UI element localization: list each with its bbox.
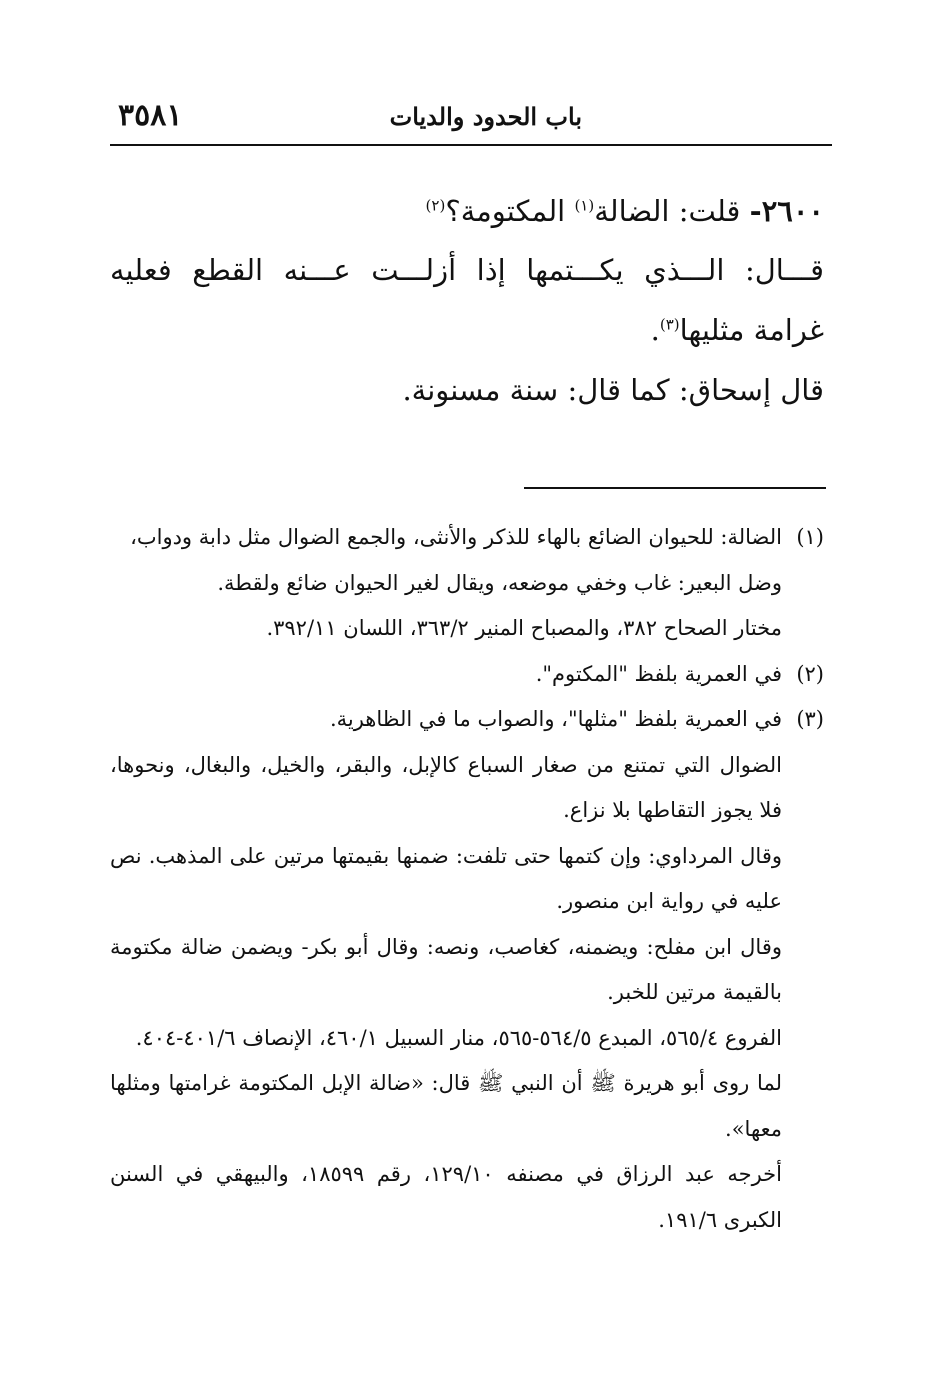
question-text: قلت: الضالة xyxy=(594,194,741,228)
entry-number: ٢٦٠٠- xyxy=(749,194,824,228)
footnote-1-line-2: وضل البعير: غاب وخفي موضعه، ويقال لغير الحيوان ضائع ولقطة. xyxy=(217,570,782,595)
footnote-3-para-3: وقال ابن مفلح: ويضمنه، كغاصب، ونصه: وقال أبو بكر- ويضمن ضالة مكتومة بالقيمة مرتين للخبر. xyxy=(110,934,782,1004)
footnote-1-sources: مختار الصحاح ٣٨٢، والمصباح المنير ٣٦٣/٢، اللسان ٣٩٢/١١. xyxy=(266,616,782,640)
question-line xyxy=(110,182,824,240)
footnote-1-mark: (١) xyxy=(796,525,824,549)
footnote-3-text: في العمرية بلفظ "مثلها"، والصواب ما في الظاهرية. xyxy=(329,707,782,731)
footnote-3-para-5: لما روى أبو هريرة ﷺ أن النبي ﷺ قال: «ضالة الإبل المكتومة غرامتها ومثلها معها». xyxy=(110,1071,782,1141)
footnote-3-para-2: وقال المرداوي: وإن كتمها حتى تلفت: ضمنها بقيمتها مرتين على المذهب. نص عليه في رواية ابن منصور. xyxy=(110,843,782,913)
footnote-3-para-1: الضوال التي تمتنع من صغار السباع كالإبل، والبقر، والخيل، والبغال، ونحوها، فلا يجوز التقاطها بلا نزاع. xyxy=(110,752,782,822)
footnote-ref-3: (٣) xyxy=(659,315,680,334)
page-number: ٣٥٨١ xyxy=(118,98,183,133)
answer-paragraph xyxy=(110,240,824,360)
footnote-3-para-4: الفروع ٥٦٥/٤، المبدع ٥٦٤/٥-٥٦٥، منار السبيل ٤٦٠/١، الإنصاف ٤٠١/٦-٤٠٤. xyxy=(135,1025,782,1050)
footnote-2-text: في العمرية بلفظ "المكتوم". xyxy=(535,661,782,686)
footnote-1-line-1: الضالة: للحيوان الضائع بالهاء للذكر والأنثى، والجمع الضوال مثل دابة ودواب، xyxy=(130,525,782,549)
footnote-2-mark: (٢) xyxy=(796,661,824,686)
footnotes xyxy=(110,515,824,1243)
footnote-2 xyxy=(110,652,824,698)
footnote-3-para-6: أخرجه عبد الرزاق في مصنفه ١٢٩/١٠، رقم ١٨٥٩٩، والبيهقي في السنن الكبرى ١٩١/٦. xyxy=(110,1162,782,1232)
ishaq-statement: قال إسحاق: كما قال: سنة مسنونة. xyxy=(402,373,824,407)
chapter-title: باب الحدود والديات xyxy=(389,102,582,131)
footnote-separator xyxy=(524,487,826,489)
footnote-ref-2: (٢) xyxy=(425,196,446,215)
answer-end: . xyxy=(650,313,660,347)
question-text-2: المكتومة؟ xyxy=(445,194,566,228)
page-header xyxy=(110,92,832,146)
answer-text: قـــال: الـــذي يكـــتمها إذا أزلـــت عـــنه القطع فعليه غرامة مثليها xyxy=(110,253,824,347)
footnote-1 xyxy=(110,515,824,561)
footnote-3-mark: (٣) xyxy=(796,707,824,731)
footnote-3 xyxy=(110,697,824,743)
main-text xyxy=(110,182,824,420)
footnote-ref-1: (١) xyxy=(574,196,595,215)
